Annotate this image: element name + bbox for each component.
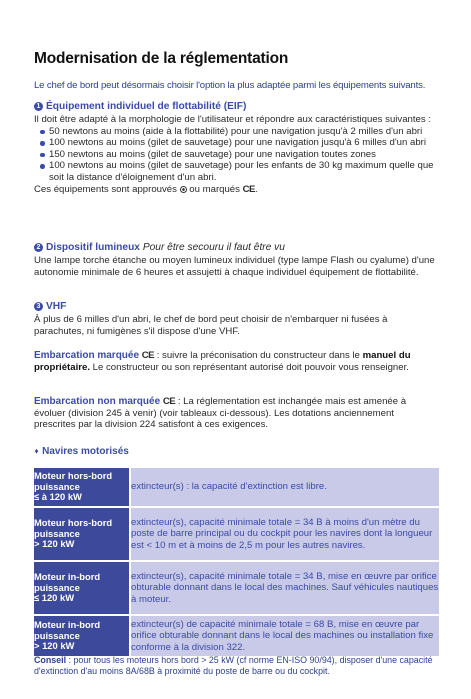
section-number-badge: 1	[34, 102, 43, 111]
eif-approval-line	[34, 184, 438, 196]
list-item: 50 newtons au moins (aide à la flottabilité) pour une navigation jusqu'à 2 milles d'un abri	[34, 126, 438, 138]
section-lumineux-tagline: Pour être secouru il faut être vu	[142, 242, 285, 253]
header-line: > 120 kW	[34, 538, 75, 550]
header-line: ≤ 120 kW	[34, 592, 75, 604]
table-row-header	[34, 468, 129, 506]
table-row	[34, 468, 439, 506]
header-line: > 120 kW	[34, 640, 75, 652]
header-line: Moteur hors-bord	[34, 470, 113, 482]
table-row	[34, 562, 439, 614]
approval-end: .	[254, 183, 258, 195]
embarcation-non-marquee-paragraph	[34, 396, 438, 431]
header-line: puissance	[34, 629, 80, 641]
embarcation-non-marquee-text: : La réglementation est inchangée mais est amenée à évoluer (division 245 à venir) (voir tableaux ci-dessous). Les dotations anciennement prescrites par la division 224 satisfont à ces exigences.	[34, 396, 407, 431]
table-cell: extincteur(s), capacité minimale totale = 34 B à moins d'un mètre du poste de barre principal ou du cockpit pour les navires dont la longueur est < 10 m et à moins de 2,5 m pour les autres navires.	[129, 508, 439, 560]
header-line: puissance	[34, 527, 80, 539]
conseil-label: Conseil	[34, 655, 67, 665]
header-line: ≤ à 120 kW	[34, 491, 82, 503]
section-eif-title: Équipement individuel de flottabilité (EIF)	[46, 101, 247, 112]
section-vhf-title: VHF	[46, 301, 67, 312]
ce-mark-icon: CE	[162, 396, 176, 407]
table-cell: extincteur(s) de capacité minimale totale = 68 B, mise en œuvre par orifice obturable donnant dans le local des machines ou installation fixe conforme à la division 322.	[129, 616, 439, 656]
diamond-icon: ♦	[34, 447, 39, 456]
header-line: puissance	[34, 581, 80, 593]
embarcation-non-marquee-label: Embarcation non marquée	[34, 396, 161, 407]
table-row-header	[34, 508, 129, 560]
engine-extinguisher-table	[34, 466, 439, 658]
section-lumineux-heading	[34, 242, 285, 253]
eif-bullet-list	[34, 126, 438, 184]
section-lumineux-title: Dispositif lumineux	[46, 242, 140, 253]
ce-mark-icon: CE	[141, 350, 155, 361]
section-eif-intro: Il doit être adapté à la morphologie de l'utilisateur et répondre aux caractéristiques suivantes :	[34, 114, 432, 125]
approval-or-text: ou marqués	[189, 183, 240, 195]
list-item: 100 newtons au moins (gilet de sauvetage) pour une navigation jusqu'à 6 milles d'un abri	[34, 137, 438, 149]
approval-wheel-icon	[180, 186, 187, 193]
manuel-proprietaire-text: manuel du propriétaire.	[34, 350, 411, 373]
table-row-header	[34, 562, 129, 614]
embarcation-marquee-text-after: Le constructeur ou son représentant autorisé doit pouvoir vous renseigner.	[92, 361, 409, 373]
section-number-badge: 2	[34, 243, 43, 252]
intro-paragraph: Le chef de bord peut désormais choisir l'option la plus adaptée parmi les équipements suivants.	[34, 80, 426, 91]
page-title: Modernisation de la réglementation	[34, 50, 289, 67]
navires-motorises-title: Navires motorisés	[42, 446, 129, 457]
header-line: Moteur in-bord	[34, 571, 101, 583]
section-vhf-body: À plus de 6 milles d'un abri, le chef de bord peut choisir de n'embarquer ni fusées à parachutes, ni fumigènes s'il dispose d'une VHF.	[34, 314, 388, 337]
header-line: Moteur hors-bord	[34, 517, 113, 529]
conseil-note	[34, 655, 438, 678]
list-item: 100 newtons au moins (gilet de sauvetage) pour les enfants de 30 kg maximum quelle que soit la distance d'éloignement d'un abri.	[34, 160, 438, 183]
table-row-header	[34, 616, 129, 656]
table-row	[34, 616, 439, 656]
section-eif-body	[34, 114, 438, 195]
table-cell: extincteur(s), capacité minimale totale = 34 B, mise en œuvre par orifice obturable donnant dans le local des machines. Sauf véhicules nautiques à moteur.	[129, 562, 439, 614]
embarcation-marquee-text: : suivre la préconisation du constructeur dans le	[156, 350, 360, 361]
section-eif-heading	[34, 101, 246, 112]
section-lumineux-body: Une lampe torche étanche ou moyen lumineux individuel (type lampe Flash ou cyalume) d'une autonomie minimale de 6 heures et assujetti à chaque individuel équipement de flottabilité.	[34, 255, 435, 278]
approval-text: Ces équipements sont approuvés	[34, 183, 177, 195]
list-item: 150 newtons au moins (gilet de sauvetage) pour une navigation toutes zones	[34, 149, 438, 161]
embarcation-marquee-paragraph	[34, 350, 438, 373]
conseil-text: : pour tous les moteurs hors bord > 25 kW (cf norme EN-ISO 90/94), disposer d'une capacité d'extinction d'au moins 8A/68B à proximité du poste de barre ou du cockpit.	[34, 655, 433, 677]
section-vhf-heading	[34, 301, 66, 312]
ce-mark-icon: CE	[242, 183, 255, 195]
navires-motorises-heading	[34, 446, 129, 457]
embarcation-marquee-label: Embarcation marquée	[34, 350, 140, 361]
table-row	[34, 508, 439, 560]
table-cell: extincteur(s) : la capacité d'extinction est libre.	[129, 468, 439, 506]
section-number-badge: 3	[34, 302, 43, 311]
header-line: Moteur in-bord	[34, 619, 101, 631]
header-line: puissance	[34, 480, 80, 492]
